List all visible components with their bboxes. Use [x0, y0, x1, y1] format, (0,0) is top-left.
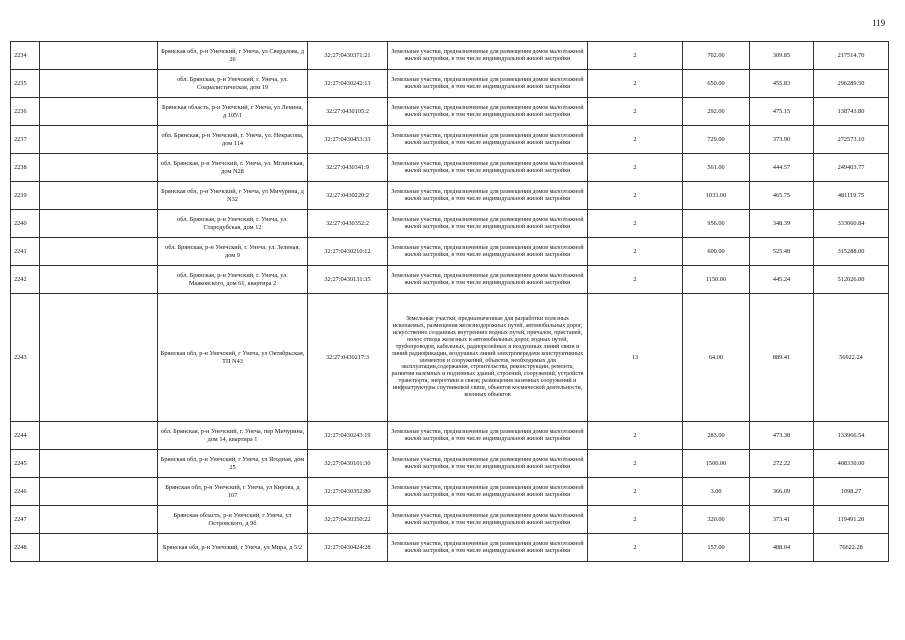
specific-value-cell: 473.38	[750, 422, 814, 450]
row-number: 2235	[11, 70, 40, 98]
group-cell: 2	[588, 70, 683, 98]
blank-cell	[40, 126, 158, 154]
specific-value-cell: 373.41	[750, 506, 814, 534]
blank-cell	[40, 478, 158, 506]
cadastral-number-cell: 32:27:0430424:28	[308, 534, 388, 562]
land-use-cell: Земельные участки, предназначенные для размещения домов малоэтажной жилой застройки, в том числе индивидуальной жилой застройки	[388, 42, 588, 70]
group-cell: 2	[588, 266, 683, 294]
address-cell: обл. Брянская, р-н Унечский, г. Унеча, ул. Зеленая, дом 9	[158, 238, 308, 266]
table-row	[11, 478, 889, 506]
cadastral-number-cell: 32:27:0430131:35	[308, 266, 388, 294]
address-cell: Брянская обл, р-н Унечский, г Унеча, ул Свердлова, д 26	[158, 42, 308, 70]
address-cell: Брянская обл, р-н Унечский, г Унеча, ул Ягодная, дом 25	[158, 450, 308, 478]
row-number: 2234	[11, 42, 40, 70]
group-cell: 2	[588, 422, 683, 450]
blank-cell	[40, 42, 158, 70]
cadastral-number-cell: 32:27:0430220:2	[308, 182, 388, 210]
blank-cell	[40, 70, 158, 98]
land-use-cell: Земельные участки, предназначенные для размещения домов малоэтажной жилой застройки, в том числе индивидуальной жилой застройки	[388, 266, 588, 294]
cadastral-value-cell: 408330.00	[814, 450, 889, 478]
address-cell: обл. Брянская, р-н Унечский, г. Унеча, ул. Социалистическая, дом 19	[158, 70, 308, 98]
address-cell: обл. Брянская, р-н Унечский, г. Унеча, ул. Стародубская, дом 12	[158, 210, 308, 238]
land-use-cell: Земельные участки, предназначенные для размещения домов малоэтажной жилой застройки, в том числе индивидуальной жилой застройки	[388, 70, 588, 98]
blank-cell	[40, 210, 158, 238]
table-row	[11, 210, 889, 238]
page-number: 119	[872, 18, 886, 28]
group-cell: 2	[588, 154, 683, 182]
row-number: 2243	[11, 294, 40, 422]
blank-cell	[40, 98, 158, 126]
land-use-cell: Земельные участки, предназначенные для размещения домов малоэтажной жилой застройки, в том числе индивидуальной жилой застройки	[388, 238, 588, 266]
specific-value-cell: 366.09	[750, 478, 814, 506]
address-cell: Брянская область, р-н Унечский, г Унеча, ул Островского, д 9б	[158, 506, 308, 534]
specific-value-cell: 455.83	[750, 70, 814, 98]
group-cell: 2	[588, 506, 683, 534]
table-row	[11, 154, 889, 182]
cadastral-number-cell: 32:27:0430101:30	[308, 450, 388, 478]
row-number: 2238	[11, 154, 40, 182]
address-cell: обл. Брянская, р-н Унечский, г. Унеча, пер Мичурина, дом 14, квартира 1	[158, 422, 308, 450]
area-cell: 157.00	[683, 534, 750, 562]
cadastral-value-cell: 249403.77	[814, 154, 889, 182]
cadastral-value-cell: 56922.24	[814, 294, 889, 422]
table-row	[11, 42, 889, 70]
specific-value-cell: 889.41	[750, 294, 814, 422]
cadastral-number-cell: 32:27:0430105:2	[308, 98, 388, 126]
group-cell: 2	[588, 42, 683, 70]
cadastral-number-cell: 32:27:0430243:19	[308, 422, 388, 450]
table-row	[11, 294, 889, 422]
row-number: 2241	[11, 238, 40, 266]
land-use-cell: Земельные участки, предназначенные для размещения домов малоэтажной жилой застройки, в том числе индивидуальной жилой застройки	[388, 422, 588, 450]
area-cell: 702.00	[683, 42, 750, 70]
specific-value-cell: 272.22	[750, 450, 814, 478]
blank-cell	[40, 506, 158, 534]
cadastral-number-cell: 32:27:0430352:2	[308, 210, 388, 238]
blank-cell	[40, 266, 158, 294]
land-use-cell: Земельные участки, предназначенные для размещения домов малоэтажной жилой застройки, в том числе индивидуальной жилой застройки	[388, 450, 588, 478]
row-number: 2247	[11, 506, 40, 534]
specific-value-cell: 309.85	[750, 42, 814, 70]
group-cell: 13	[588, 294, 683, 422]
cadastral-number-cell: 32:27:0430352:80	[308, 478, 388, 506]
cadastral-number-cell: 32:27:0430210:12	[308, 238, 388, 266]
land-use-cell: Земельные участки, предназначенные для разработки полезных ископаемых, размещения железнодорожных путей, автомобильных дорог, искусственно созданных внутренних водных путей, причалов, пристаней, полос отвода железных и автомобильных дорог, водных путей, трубопроводов, кабельных, радиорелейных и воздушных линий связи и линий радиофикации, воздушных линий электропередачи конструктивных элементов и сооружений, объектов, необходимых для эксплуатации,содержания, строительства, реконструкции, ремонта, развития наземных и подземных зданий, строений, сооружений, устройств транспорта, энергетики и связи; размещения наземных сооружений и инфраструктуры спутниковой связи, объектов космической деятельности, военных объектов	[388, 294, 588, 422]
cadastral-value-cell: 76622.28	[814, 534, 889, 562]
group-cell: 2	[588, 126, 683, 154]
address-cell: Брянская область, р-н Унечский, г Унеча, ул Ленина, д 105\1	[158, 98, 308, 126]
address-cell: обл. Брянская, р-н Унечский, г. Унеча, ул. Мглинская, дом N28	[158, 154, 308, 182]
area-cell: 650.00	[683, 70, 750, 98]
row-number: 2244	[11, 422, 40, 450]
area-cell: 729.00	[683, 126, 750, 154]
cadastral-number-cell: 32:27:0430371:21	[308, 42, 388, 70]
specific-value-cell: 465.75	[750, 182, 814, 210]
table-row	[11, 182, 889, 210]
blank-cell	[40, 294, 158, 422]
address-cell: Брянская обл, р-н Унечский, г Унеча, ул Мичурина, д N32	[158, 182, 308, 210]
cadastral-value-cell: 119491.20	[814, 506, 889, 534]
land-registry-table	[10, 41, 889, 562]
specific-value-cell: 488.04	[750, 534, 814, 562]
table-row	[11, 422, 889, 450]
address-cell: Брянская обл, р-н Унечский, г Унеча, ул Октябрьская, ТП N43	[158, 294, 308, 422]
row-number: 2246	[11, 478, 40, 506]
row-number: 2239	[11, 182, 40, 210]
group-cell: 2	[588, 98, 683, 126]
cadastral-value-cell: 1098.27	[814, 478, 889, 506]
table-row	[11, 70, 889, 98]
cadastral-value-cell: 138743.80	[814, 98, 889, 126]
address-cell: обл. Брянская, р-н Унечский, г. Унеча, ул. Маяковского, дом 61, квартира 2	[158, 266, 308, 294]
cadastral-number-cell: 32:27:0430453:33	[308, 126, 388, 154]
area-cell: 600.00	[683, 238, 750, 266]
table-row	[11, 238, 889, 266]
blank-cell	[40, 154, 158, 182]
specific-value-cell: 525.48	[750, 238, 814, 266]
blank-cell	[40, 422, 158, 450]
area-cell: 292.00	[683, 98, 750, 126]
specific-value-cell: 348.39	[750, 210, 814, 238]
row-number: 2248	[11, 534, 40, 562]
row-number: 2245	[11, 450, 40, 478]
table-row	[11, 98, 889, 126]
specific-value-cell: 475.15	[750, 98, 814, 126]
cadastral-value-cell: 217514.70	[814, 42, 889, 70]
address-cell: обл. Брянская, р-н Унечский, г. Унеча, ул. Некрасова, дом 114	[158, 126, 308, 154]
area-cell: 1500.00	[683, 450, 750, 478]
area-cell: 561.00	[683, 154, 750, 182]
table-row	[11, 450, 889, 478]
land-use-cell: Земельные участки, предназначенные для размещения домов малоэтажной жилой застройки, в том числе индивидуальной жилой застройки	[388, 534, 588, 562]
area-cell: 3.00	[683, 478, 750, 506]
group-cell: 2	[588, 182, 683, 210]
group-cell: 2	[588, 450, 683, 478]
cadastral-value-cell: 315288.00	[814, 238, 889, 266]
address-cell: Брянская обл, р-н Унечский, г Унеча, ул Кирова, д 107	[158, 478, 308, 506]
cadastral-value-cell: 333060.84	[814, 210, 889, 238]
land-use-cell: Земельные участки, предназначенные для размещения домов малоэтажной жилой застройки, в том числе индивидуальной жилой застройки	[388, 126, 588, 154]
area-cell: 283.00	[683, 422, 750, 450]
cadastral-number-cell: 32:27:0430341:9	[308, 154, 388, 182]
specific-value-cell: 373.90	[750, 126, 814, 154]
land-use-cell: Земельные участки, предназначенные для размещения домов малоэтажной жилой застройки, в том числе индивидуальной жилой застройки	[388, 506, 588, 534]
registry-body	[11, 42, 889, 562]
area-cell: 64.00	[683, 294, 750, 422]
land-use-cell: Земельные участки, предназначенные для размещения домов малоэтажной жилой застройки, в том числе индивидуальной жилой застройки	[388, 210, 588, 238]
area-cell: 956.00	[683, 210, 750, 238]
land-use-cell: Земельные участки, предназначенные для размещения домов малоэтажной жилой застройки, в том числе индивидуальной жилой застройки	[388, 154, 588, 182]
row-number: 2237	[11, 126, 40, 154]
cadastral-number-cell: 32:27:0430350:22	[308, 506, 388, 534]
land-use-cell: Земельные участки, предназначенные для размещения домов малоэтажной жилой застройки, в том числе индивидуальной жилой застройки	[388, 478, 588, 506]
row-number: 2236	[11, 98, 40, 126]
cadastral-value-cell: 133966.54	[814, 422, 889, 450]
specific-value-cell: 445.24	[750, 266, 814, 294]
group-cell: 2	[588, 238, 683, 266]
cadastral-value-cell: 296289.50	[814, 70, 889, 98]
table-row	[11, 266, 889, 294]
row-number: 2240	[11, 210, 40, 238]
row-number: 2242	[11, 266, 40, 294]
group-cell: 2	[588, 210, 683, 238]
cadastral-number-cell: 32:27:0430217:3	[308, 294, 388, 422]
group-cell: 2	[588, 534, 683, 562]
group-cell: 2	[588, 478, 683, 506]
specific-value-cell: 444.57	[750, 154, 814, 182]
table-row	[11, 126, 889, 154]
cadastral-value-cell: 481119.75	[814, 182, 889, 210]
area-cell: 320.00	[683, 506, 750, 534]
cadastral-value-cell: 512026.00	[814, 266, 889, 294]
table-row	[11, 506, 889, 534]
table-row	[11, 534, 889, 562]
cadastral-number-cell: 32:27:0430242:13	[308, 70, 388, 98]
blank-cell	[40, 238, 158, 266]
blank-cell	[40, 534, 158, 562]
address-cell: Брянская обл, р-н Унечский, г Унеча, ул Мира, д 5/2	[158, 534, 308, 562]
land-use-cell: Земельные участки, предназначенные для размещения домов малоэтажной жилой застройки, в том числе индивидуальной жилой застройки	[388, 182, 588, 210]
blank-cell	[40, 182, 158, 210]
area-cell: 1033.00	[683, 182, 750, 210]
blank-cell	[40, 450, 158, 478]
area-cell: 1150.00	[683, 266, 750, 294]
cadastral-value-cell: 272573.10	[814, 126, 889, 154]
land-use-cell: Земельные участки, предназначенные для размещения домов малоэтажной жилой застройки, в том числе индивидуальной жилой застройки	[388, 98, 588, 126]
